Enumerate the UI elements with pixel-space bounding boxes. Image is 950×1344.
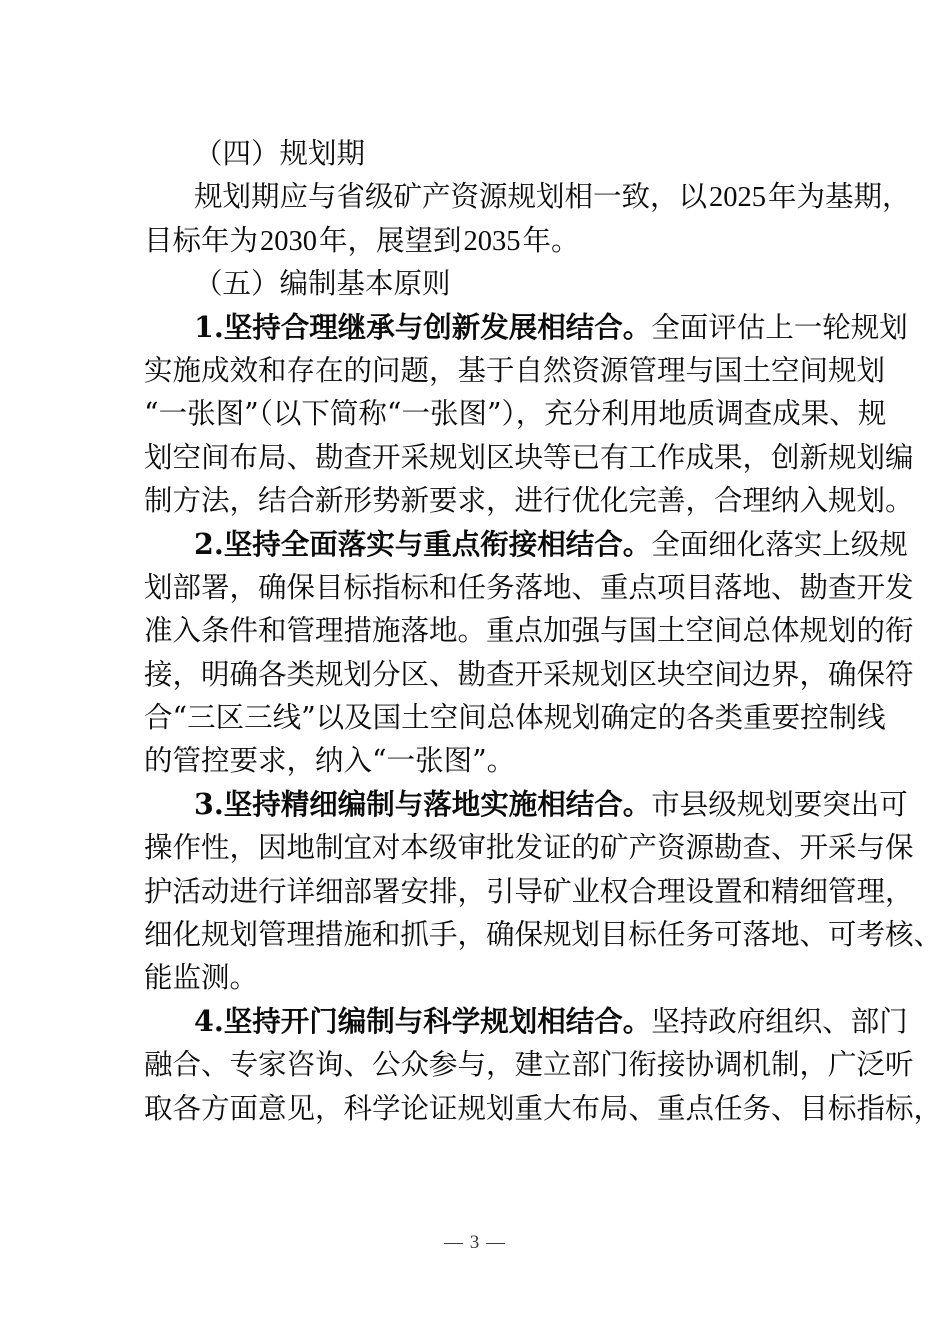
paragraph-line: 护活动进行详细部署安排，引导矿业权合理设置和精细管理， xyxy=(144,874,914,908)
text-run: 坚持政府组织、部门 xyxy=(651,1004,908,1038)
paragraph-line xyxy=(144,175,911,218)
paragraph-line: 的管控要求，纳入“一张图”。 xyxy=(144,744,516,778)
paragraph-line: 操作性，因地制宜对本级审批发证的矿产资源勘查、开采与保 xyxy=(144,831,914,865)
principle-2-title: 2.坚持全面落实与重点衔接相结合。 xyxy=(194,526,652,561)
paragraph-line: 准入条件和管理措施落地。重点加强与国土空间总体规划的衔 xyxy=(144,614,914,648)
paragraph-line: 细化规划管理措施和抓手，确保规划目标任务可落地、可考核、 xyxy=(144,918,943,952)
principle-2-first-line xyxy=(144,523,908,566)
document-text-column xyxy=(144,132,943,1130)
text-run: 目标年为 xyxy=(144,223,259,257)
heading-section-four: （四）规划期 xyxy=(194,137,366,170)
paragraph-line: 接，明确各类规划分区、勘查开采规划区块空间边界，确保符 xyxy=(144,657,914,691)
paragraph-line: “一张图”（以下简称“一张图”），充分利用地质调查成果、规 xyxy=(144,397,887,431)
text-run: 规划期应与省级矿产资源规划相一致，以 xyxy=(194,180,708,214)
heading-section-five: （五）编制基本原则 xyxy=(194,267,451,301)
paragraph-line: 融合、专家咨询、公众参与，建立部门衔接协调机制，广泛听 xyxy=(144,1048,914,1082)
text-run: 市县级规划要突出可 xyxy=(651,787,908,821)
principle-3-title: 3.坚持精细编制与落地实施相结合。 xyxy=(194,786,652,821)
paragraph-line: 制方法，结合新形势新要求，进行优化完善，合理纳入规划。 xyxy=(144,484,914,518)
paragraph-line: 能监测。 xyxy=(144,961,259,995)
principle-4-first-line xyxy=(144,1000,908,1043)
paragraph-line: 划部署，确保目标指标和任务落地、重点项目落地、勘查开发 xyxy=(144,570,914,604)
page-number-footer: — 3 — xyxy=(444,1232,506,1253)
paragraph-line xyxy=(144,219,812,262)
text-run: 全面评估上一轮规划 xyxy=(651,310,908,344)
text-run: 全面细化落实上级规 xyxy=(651,527,908,561)
text-run: 年。 xyxy=(522,223,580,257)
paragraph-line: 实施成效和存在的问题，基于自然资源管理与国土空间规划 xyxy=(144,353,886,387)
text-run: 年，展望到 xyxy=(319,223,462,257)
text-run: 年为基期， xyxy=(768,180,911,214)
paragraph-line: 划空间布局、勘查开采规划区块等已有工作成果，创新规划编 xyxy=(144,440,914,474)
year-value: 2035 xyxy=(463,225,521,257)
year-value: 2030 xyxy=(260,225,318,257)
principle-1-title: 1.坚持合理继承与创新发展相结合。 xyxy=(194,309,652,344)
principle-4-title: 4.坚持开门编制与科学规划相结合。 xyxy=(194,1003,652,1038)
principle-3-first-line xyxy=(144,783,908,826)
paragraph-line: 合“三区三线”以及国土空间总体规划确定的各类重要控制线 xyxy=(144,701,886,735)
principle-1-first-line xyxy=(144,306,908,349)
year-value: 2025 xyxy=(709,182,767,214)
paragraph-line: 取各方面意见，科学论证规划重大布局、重点任务、目标指标， xyxy=(144,1091,943,1125)
